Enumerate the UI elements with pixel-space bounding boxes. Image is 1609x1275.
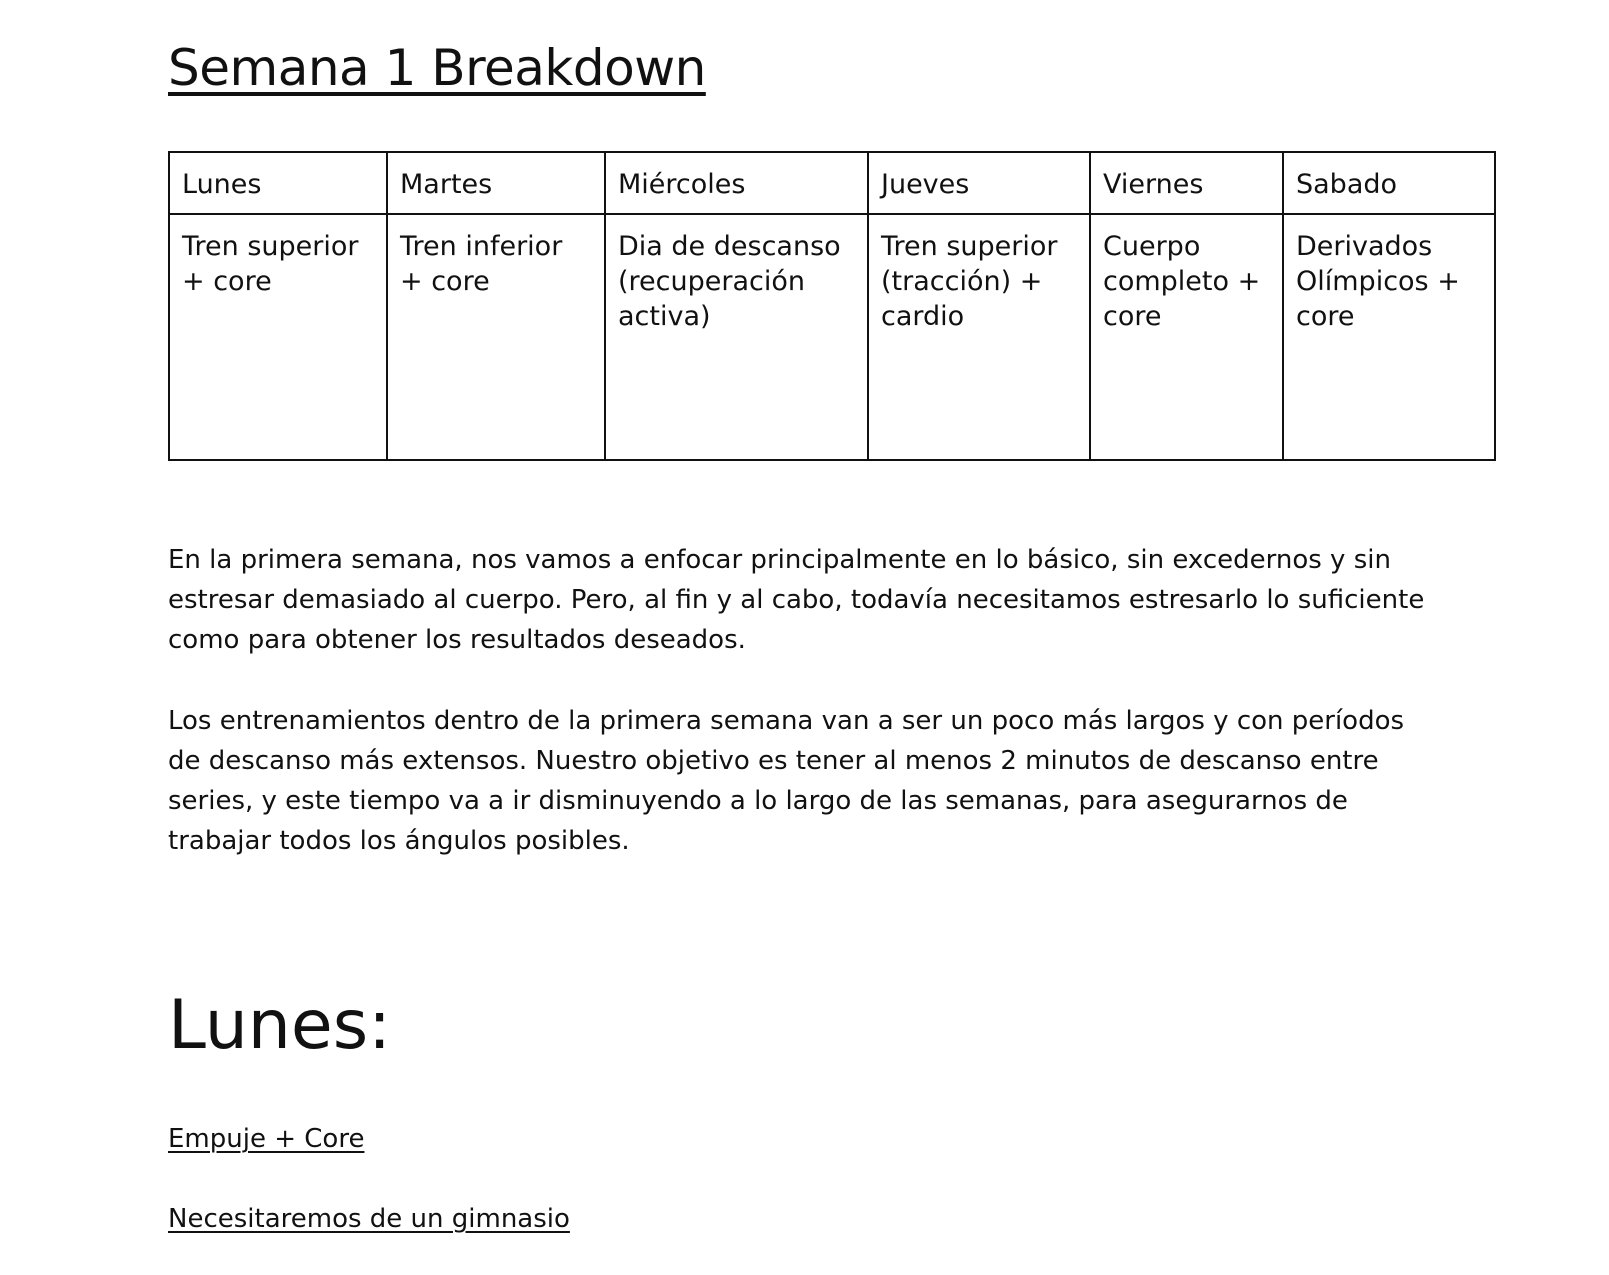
intro-paragraph: En la primera semana, nos vamos a enfocar principalmente en lo básico, sin excedernos y sin estresar demasiado al cuerpo. Pero, al fin y al cabo, todavía necesitamos estresarlo lo suficiente como para obtener los resultados deseados. [168,545,1425,655]
header-cell-sabado: Sabado [1283,152,1495,214]
rest-paragraph: Los entrenamientos dentro de la primera semana van a ser un poco más largos y con períodos de descanso más extensos. Nuestro objetivo es tener al menos 2 minutos de descanso entre series, y este tiempo va a ir disminuyendo a lo largo de las semanas, para asegurarnos de trabajar todos los ángulos posibles. [168,706,1405,856]
header-cell-viernes: Viernes [1090,152,1283,214]
day-heading: Lunes: [168,986,392,1065]
schedule-cell-miercoles: Dia de descanso (recuperación activa) [605,214,868,460]
schedule-cell-lunes: Tren superior + core [169,214,387,460]
header-cell-jueves: Jueves [868,152,1090,214]
schedule-cell-martes: Tren inferior + core [387,214,605,460]
workout-subheading: Empuje + Core [168,1124,365,1154]
header-cell-lunes: Lunes [169,152,387,214]
header-cell-martes: Martes [387,152,605,214]
schedule-cell-viernes: Cuerpo completo + core [1090,214,1283,460]
weekly-schedule-table [168,151,1496,461]
table-header-row [169,152,1495,214]
header-cell-miercoles: Miércoles [605,152,868,214]
equipment-subheading: Necesitaremos de un gimnasio [168,1204,570,1234]
schedule-cell-sabado: Derivados Olímpicos + core [1283,214,1495,460]
document-title: Semana 1 Breakdown [168,39,706,97]
table-row [169,214,1495,460]
schedule-cell-jueves: Tren superior (tracción) + cardio [868,214,1090,460]
